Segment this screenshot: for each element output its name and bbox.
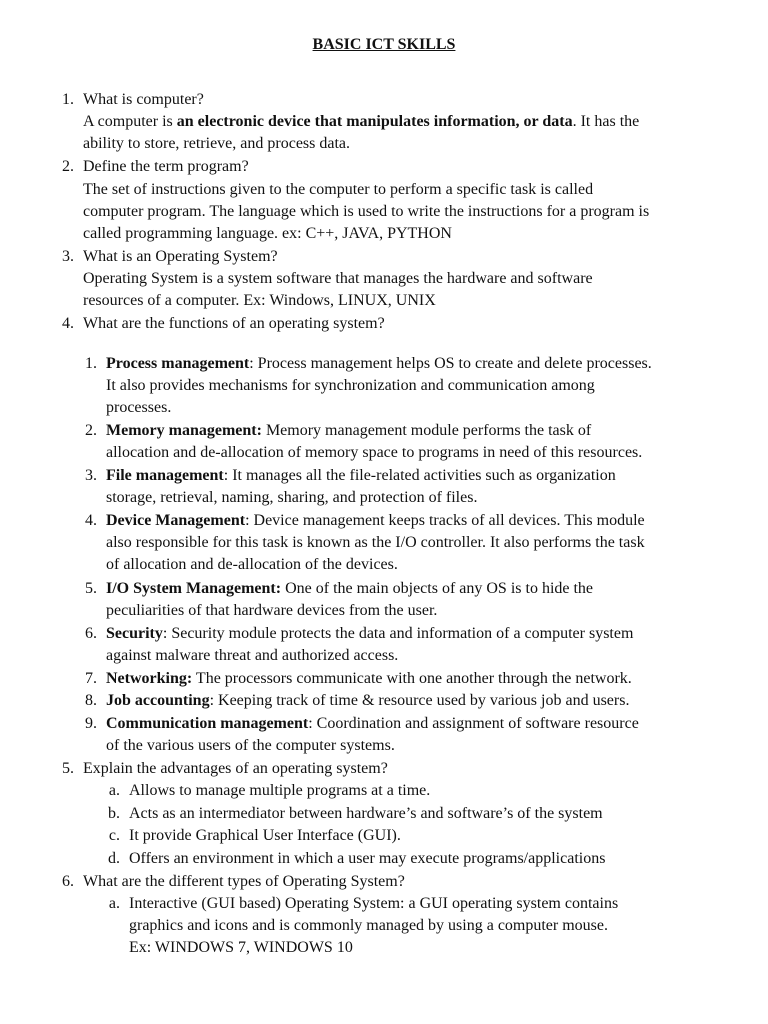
- list-item-text: Offers an environment in which a user may execute programs/applications: [129, 850, 606, 867]
- list-item-letter: c.: [108, 827, 120, 844]
- list-item-line: Ex: WINDOWS 7, WINDOWS 10: [129, 939, 353, 956]
- document-title: BASIC ICT SKILLS: [312, 36, 456, 53]
- function-line: [106, 624, 720, 644]
- question-number: 4.: [62, 315, 74, 332]
- function-description: : Process management helps OS to create and delete processes.: [249, 355, 652, 372]
- question-number: 5.: [62, 760, 74, 777]
- function-number: 4.: [85, 512, 97, 529]
- function-line: peculiarities of that hardware devices from the user.: [106, 602, 438, 619]
- function-description: : Device management keeps tracks of all devices. This module: [245, 512, 645, 529]
- question-number: 1.: [62, 91, 74, 108]
- function-number: 2.: [85, 422, 97, 439]
- function-number: 5.: [85, 580, 97, 597]
- answer-line: called programming language. ex: C++, JAVA, PYTHON: [83, 225, 452, 242]
- function-line: [106, 511, 720, 531]
- function-line: [106, 421, 720, 441]
- question-number: 3.: [62, 248, 74, 265]
- function-line: allocation and de-allocation of memory space to programs in need of this resources.: [106, 444, 643, 461]
- answer-line: A computer is an electronic device that manipulates information, or data. It has the: [83, 113, 640, 130]
- function-description: Memory management module performs the task of: [261, 422, 592, 439]
- function-name: Device Management: [106, 512, 246, 529]
- function-line: against malware threat and authorized access.: [106, 647, 399, 664]
- function-number: 7.: [85, 670, 97, 687]
- function-line: of allocation and de-allocation of the devices.: [106, 556, 398, 573]
- function-line: [106, 691, 629, 711]
- function-description: : Security module protects the data and information of a computer system: [162, 625, 634, 642]
- function-line: [106, 466, 720, 486]
- function-description: One of the main objects of any OS is to hide the: [281, 580, 594, 597]
- function-number: 3.: [85, 467, 97, 484]
- function-line: [106, 714, 639, 734]
- function-number: 8.: [85, 692, 97, 709]
- function-name: Memory management:: [106, 422, 262, 439]
- question-text: What are the functions of an operating system?: [83, 315, 385, 332]
- list-item-text: Allows to manage multiple programs at a time.: [129, 782, 431, 799]
- list-item-letter: d.: [108, 850, 120, 867]
- list-item-letter: a.: [108, 782, 120, 799]
- function-description: : It manages all the file-related activities such as organization: [223, 467, 616, 484]
- function-number: 1.: [85, 355, 97, 372]
- answer-line: computer program. The language which is used to write the instructions for a program is: [83, 203, 650, 220]
- function-line: storage, retrieval, naming, sharing, and protection of files.: [106, 489, 478, 506]
- question-text: What is an Operating System?: [83, 248, 278, 265]
- function-line: [106, 669, 632, 689]
- function-line: [106, 354, 720, 374]
- list-item-line: Interactive (GUI based) Operating System: a GUI operating system contains: [129, 895, 619, 912]
- function-line: processes.: [106, 399, 172, 416]
- function-name: File management: [106, 467, 224, 484]
- answer-line: The set of instructions given to the computer to perform a specific task is called: [83, 181, 594, 198]
- function-name: I/O System Management:: [106, 580, 282, 597]
- function-name: Communication management: [106, 715, 309, 732]
- question-text: What are the different types of Operating System?: [83, 873, 405, 890]
- question-text: Define the term program?: [83, 158, 249, 175]
- list-item-text: It provide Graphical User Interface (GUI).: [129, 827, 401, 844]
- question-text: What is computer?: [83, 91, 204, 108]
- question-number: 2.: [62, 158, 74, 175]
- function-name: Security: [106, 625, 163, 642]
- question-number: 6.: [62, 873, 74, 890]
- function-line: It also provides mechanisms for synchronization and communication among: [106, 377, 595, 394]
- function-line: [106, 579, 720, 599]
- function-name: Job accounting: [106, 692, 210, 709]
- function-description: : Coordination and assignment of software resource: [308, 715, 639, 732]
- function-number: 9.: [85, 715, 97, 732]
- list-item-line: graphics and icons and is commonly managed by using a computer mouse.: [129, 917, 609, 934]
- function-description: The processors communicate with one another through the network.: [192, 670, 632, 687]
- function-line: also responsible for this task is known as the I/O controller. It also performs the task: [106, 534, 645, 551]
- list-item-text: Acts as an intermediator between hardware’s and software’s of the system: [129, 805, 603, 822]
- function-line: of the various users of the computer systems.: [106, 737, 395, 754]
- answer-line: Operating System is a system software that manages the hardware and software: [83, 270, 593, 287]
- function-name: Process management: [106, 355, 250, 372]
- answer-line: resources of a computer. Ex: Windows, LINUX, UNIX: [83, 292, 436, 309]
- question-text: Explain the advantages of an operating system?: [83, 760, 388, 777]
- list-item-letter: a.: [108, 895, 120, 912]
- function-name: Networking:: [106, 670, 193, 687]
- answer-line: ability to store, retrieve, and process data.: [83, 135, 351, 152]
- function-number: 6.: [85, 625, 97, 642]
- list-item-letter: b.: [108, 805, 120, 822]
- function-description: : Keeping track of time & resource used by various job and users.: [209, 692, 630, 709]
